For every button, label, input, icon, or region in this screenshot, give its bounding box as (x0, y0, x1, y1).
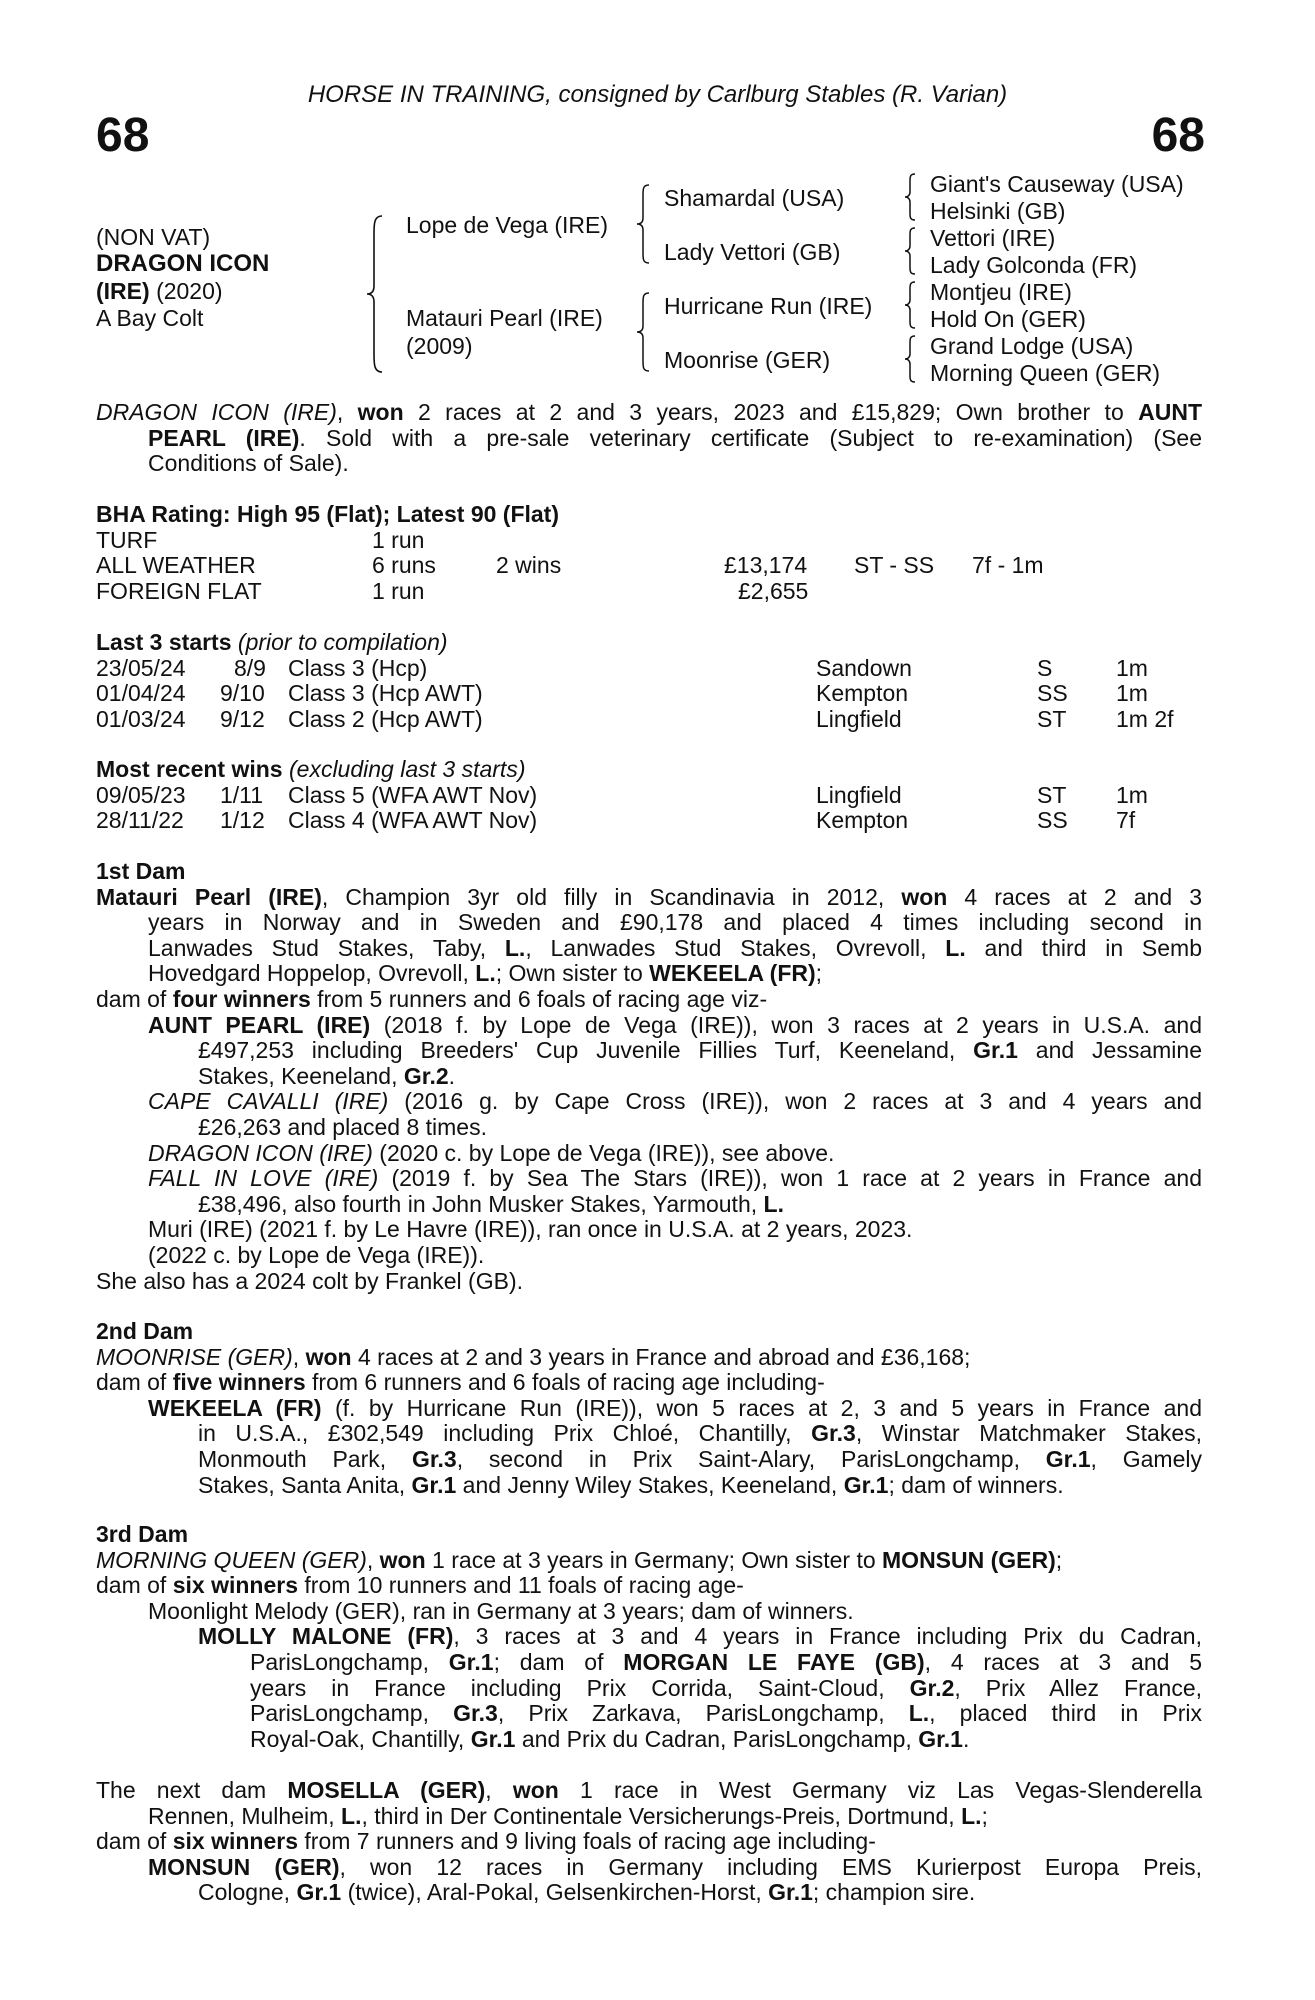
dam-text: from 10 runners and 11 foals of racing age- (298, 1572, 744, 1599)
rating-section (96, 502, 1202, 604)
progeny-text: Cologne, (198, 1879, 297, 1906)
dam-text: from 5 runners and 6 foals of racing age viz- (310, 985, 768, 1012)
rating-row-aw (96, 553, 1202, 579)
page-title: HORSE IN TRAINING, consigned by Carlburg Stables (R. Varian) (307, 81, 1008, 108)
pedigree-gg-2: Helsinki (GB) (930, 198, 1066, 224)
progeny-text: (f. by Hurricane Run (IRE)), won 5 races at 2, 3 and 5 years in France and (321, 1394, 1202, 1421)
race-grade: L. (475, 960, 496, 987)
sibling-name: MONSUN (GER) (882, 1546, 1056, 1573)
recent-row (96, 783, 1202, 809)
progeny-text: , Winstar Matchmaker Stakes, (855, 1420, 1202, 1447)
race-grade: Gr.2 (403, 1062, 449, 1089)
summary-comma: , (336, 399, 358, 425)
second-dam-section (96, 1319, 1202, 1498)
pedigree-brace-gg4 (904, 334, 916, 384)
pedigree-gg-4: Lady Golconda (FR) (930, 252, 1138, 278)
vat-status: (NON VAT) (96, 224, 211, 250)
dam-text: ; (815, 960, 823, 987)
summary-won: won (357, 399, 404, 425)
race-grade: Gr.1 (448, 1648, 494, 1675)
summary-paragraph (96, 400, 1202, 477)
pedigree-sire: Lope de Vega (IRE) (406, 212, 609, 238)
progeny-text: ; dam of winners. (888, 1471, 1064, 1498)
start-date: 23/05/24 (96, 654, 186, 681)
progeny-text: (twice), Aral-Pokal, Gelsenkirchen-Horst, (341, 1879, 769, 1906)
summary-sibling: AUNT (1138, 399, 1203, 425)
progeny-name: CAPE CAVALLI (IRE) (148, 1088, 389, 1115)
start-pos: 9/10 (220, 680, 265, 707)
pedigree-gg-7: Grand Lodge (USA) (930, 333, 1134, 359)
rating-runs: 1 run (372, 526, 425, 553)
win-going: ST (1037, 781, 1067, 808)
pedigree-brace-gg2 (904, 226, 916, 276)
winners-count: six winners (172, 1828, 298, 1855)
rating-runs: 6 runs (372, 552, 436, 579)
lot-number-left: 68 (96, 109, 150, 162)
dam-text: dam of (96, 1828, 173, 1855)
race-grade: Gr.3 (453, 1700, 498, 1727)
dam-note: She also has a 2024 colt by Frankel (GB). (96, 1267, 523, 1294)
start-dist: 1m (1116, 654, 1148, 681)
pedigree-brace-sire (636, 183, 650, 265)
last3-heading: Last 3 starts (96, 629, 232, 655)
race-grade: L. (945, 934, 966, 961)
progeny-text: ParisLongchamp, (250, 1700, 454, 1727)
rating-money: £2,655 (738, 577, 809, 604)
dam-text: Rennen, Mulheim, (148, 1802, 342, 1829)
recent-note: (excluding last 3 starts) (282, 756, 526, 782)
progeny-text: Royal-Oak, Chantilly, (250, 1725, 471, 1752)
start-course: Kempton (816, 680, 909, 707)
progeny-name: FALL IN LOVE (IRE) (148, 1165, 379, 1192)
win-dist: 1m (1116, 781, 1148, 808)
win-class: Class 5 (WFA AWT Nov) (288, 781, 538, 808)
horse-description: A Bay Colt (96, 305, 204, 331)
third-dam-heading: 3rd Dam (96, 1521, 189, 1547)
summary-sibling-2: PEARL (IRE) (148, 424, 300, 451)
race-grade: Gr.1 (296, 1879, 342, 1906)
dam-text: ; (1055, 1546, 1063, 1573)
progeny-name: DRAGON ICON (IRE) (148, 1139, 373, 1166)
next-dam-section (96, 1778, 1202, 1906)
dam-name: Matauri Pearl (IRE) (96, 883, 322, 910)
start-going: S (1037, 654, 1053, 681)
sibling-name: WEKEELA (FR) (649, 960, 816, 987)
progeny-name: AUNT PEARL (IRE) (148, 1011, 371, 1038)
start-going: SS (1037, 680, 1068, 707)
recent-row (96, 808, 1202, 834)
pedigree-dam-dam: Moonrise (GER) (664, 347, 831, 373)
dam-text: 4 races at 2 and 3 (947, 883, 1202, 910)
progeny-text: , 3 races at 3 and 4 years in France including Prix du Cadran, (453, 1623, 1202, 1650)
race-grade: L. (961, 1802, 982, 1829)
dam-text: and third in Semb (965, 934, 1202, 961)
pedigree-gg-5: Montjeu (IRE) (930, 279, 1072, 305)
progeny-text: , 4 races at 3 and 5 (924, 1648, 1202, 1675)
dam-name: MOSELLA (GER) (287, 1777, 486, 1803)
race-grade: Gr.1 (411, 1471, 457, 1498)
progeny-text: (2020 c. by Lope de Vega (IRE)), see above. (372, 1139, 835, 1166)
pedigree-brace-dam (636, 291, 650, 373)
start-going: ST (1037, 705, 1067, 732)
race-grade: Gr.1 (843, 1471, 889, 1498)
summary-horse: DRAGON ICON (IRE) (96, 399, 337, 425)
win-class: Class 4 (WFA AWT Nov) (288, 807, 538, 834)
progeny-text: Stakes, Keeneland, (198, 1062, 404, 1089)
progeny-text: (2019 f. by Sea The Stars (IRE)), won 1 race at 2 years in France and (378, 1165, 1202, 1192)
dam-text: , Champion 3yr old filly in Scandinavia in 2012, (321, 883, 902, 910)
pedigree-brace-gg3 (904, 280, 916, 330)
dam-text: , (366, 1546, 380, 1573)
dam-text: ; (981, 1802, 988, 1829)
rating-money: £13,174 (724, 552, 808, 579)
dam-text: dam of (96, 1369, 173, 1396)
start-class: Class 3 (Hcp AWT) (288, 680, 483, 707)
win-course: Lingfield (816, 781, 902, 808)
progeny-text: , Prix Zarkava, ParisLongchamp, (497, 1700, 909, 1727)
progeny-text: £26,263 and placed 8 times. (198, 1113, 487, 1140)
progeny-text: ParisLongchamp, (250, 1648, 449, 1675)
progeny-text: (2016 g. by Cape Cross (IRE)), won 2 races at 3 and 4 years and (388, 1088, 1202, 1115)
start-dist: 1m 2f (1116, 705, 1174, 732)
pedigree-dam: Matauri Pearl (IRE) (406, 305, 603, 331)
summary-text-2: . Sold with a pre-sale veterinary certificate (Subject to re-examination) (See (299, 424, 1202, 451)
race-grade: L. (504, 934, 526, 961)
pedigree-gg-6: Hold On (GER) (930, 306, 1086, 332)
race-grade: Gr.1 (918, 1725, 963, 1752)
start-date: 01/04/24 (96, 680, 186, 707)
horse-name-line2 (96, 278, 223, 304)
dam-text: , (292, 1343, 306, 1370)
dam-text: from 7 runners and 9 living foals of racing age including- (298, 1828, 876, 1855)
pedigree-brace-gg1 (904, 172, 916, 222)
race-grade: Gr.1 (1045, 1445, 1091, 1472)
pedigree-dam-sire: Hurricane Run (IRE) (664, 293, 873, 319)
race-grade: Gr.3 (811, 1420, 856, 1447)
dam-text: 1 race at 3 years in Germany; Own sister to (425, 1546, 883, 1573)
race-grade: L. (341, 1802, 362, 1829)
progeny-text: , Gamely (1090, 1445, 1202, 1472)
progeny-text: years in France including Prix Corrida, Saint-Cloud, (250, 1674, 910, 1701)
progeny-text: (2018 f. by Lope de Vega (IRE)), won 3 races at 2 years in U.S.A. and (370, 1011, 1202, 1038)
win-going: SS (1037, 807, 1068, 834)
dam-won: won (305, 1343, 352, 1370)
summary-text-3: Conditions of Sale). (148, 450, 349, 477)
progeny-text: , Prix Allez France, (954, 1674, 1202, 1701)
summary-text: 2 races at 2 and 3 years, 2023 and £15,829; Own brother to (403, 399, 1139, 425)
progeny-text: in U.S.A., £302,549 including Prix Chloé, Chantilly, (198, 1420, 812, 1447)
race-grade: Gr.1 (470, 1725, 516, 1752)
pedigree-brace-main (366, 214, 384, 374)
progeny-text: , second in Prix Saint-Alary, ParisLongchamp, (456, 1445, 1046, 1472)
pedigree-gg-1: Giant's Causeway (USA) (930, 171, 1184, 197)
start-class: Class 2 (Hcp AWT) (288, 705, 483, 732)
race-grade: Gr.1 (973, 1037, 1018, 1064)
progeny-text: , won 12 races in Germany including EMS Kurierpost Europa Preis, (339, 1853, 1202, 1880)
rating-surface: FOREIGN FLAT (96, 577, 262, 604)
dam-won: won (901, 883, 948, 910)
dam-text: ; Own sister to (495, 960, 650, 987)
first-dam-section (96, 859, 1202, 1294)
progeny-text: . (962, 1725, 970, 1752)
dam-text: 4 races at 2 and 3 years in France and abroad and £36,168; (351, 1343, 971, 1370)
rating-wins: 2 wins (496, 552, 562, 579)
progeny-text: , placed third in Prix (929, 1700, 1202, 1727)
progeny-name: WEKEELA (FR) (148, 1394, 322, 1421)
win-date: 28/11/22 (96, 807, 184, 834)
pedigree-gg-8: Morning Queen (GER) (930, 360, 1161, 386)
race-grade: L. (763, 1190, 784, 1217)
progeny-text: Moonlight Melody (GER), ran in Germany at 3 years; dam of winners. (148, 1597, 854, 1624)
dam-text: 1 race in West Germany viz Las Vegas-Slenderella (558, 1777, 1203, 1803)
start-class: Class 3 (Hcp) (288, 654, 428, 681)
rating-row-foreign (96, 579, 1202, 605)
start-pos: 9/12 (220, 705, 265, 732)
dam-text: dam of (96, 985, 173, 1012)
dam-text: Hovedgard Hoppelop, Ovrevoll, (148, 960, 476, 987)
race-grade: L. (908, 1700, 930, 1727)
pedigree-dam-year: (2009) (406, 333, 473, 359)
last3-note: (prior to compilation) (231, 629, 448, 655)
pedigree-sire-sire: Shamardal (USA) (664, 185, 845, 211)
progeny-text: (2022 c. by Lope de Vega (IRE)). (148, 1241, 485, 1268)
progeny-text: £497,253 including Breeders' Cup Juvenile Fillies Turf, Keeneland, (198, 1037, 974, 1064)
progeny-name: MOLLY MALONE (FR) (198, 1623, 454, 1650)
dam-text: Lanwades Stud Stakes, Taby, (148, 934, 505, 961)
lot-number-right: 68 (1151, 109, 1205, 162)
horse-year: (2020) (156, 278, 223, 304)
dam-text: dam of (96, 1572, 173, 1599)
last3-row (96, 656, 1202, 682)
race-grade: Gr.3 (411, 1445, 457, 1472)
progeny-text: Stakes, Santa Anita, (198, 1471, 412, 1498)
last3-row (96, 681, 1202, 707)
winners-count: four winners (172, 985, 311, 1012)
dam-text: years in Norway and in Sweden and £90,178 and placed 4 times including second in (148, 909, 1202, 936)
progeny-text: £38,496, also fourth in John Musker Stakes, Yarmouth, (198, 1190, 764, 1217)
start-dist: 1m (1116, 680, 1148, 707)
win-pos: 1/12 (220, 807, 265, 834)
win-date: 09/05/23 (96, 781, 186, 808)
rating-surface: ALL WEATHER (96, 552, 256, 579)
rating-runs: 1 run (372, 577, 425, 604)
start-date: 01/03/24 (96, 705, 186, 732)
horse-name: DRAGON ICON (96, 250, 270, 277)
third-dam-section (96, 1522, 1202, 1752)
dam-won: won (512, 1777, 559, 1803)
dam-text: , (485, 1777, 513, 1803)
start-course: Lingfield (816, 705, 902, 732)
winners-count: six winners (172, 1572, 298, 1599)
rating-heading: BHA Rating: High 95 (Flat); Latest 90 (Flat) (96, 501, 559, 527)
dam-name: MOONRISE (GER) (96, 1343, 293, 1370)
last3-section (96, 630, 1202, 732)
progeny-name: MORGAN LE FAYE (GB) (623, 1648, 925, 1675)
dam-text: from 6 runners and 6 foals of racing age including- (305, 1369, 825, 1396)
dam-text: , third in Der Continentale Versicherungs-Preis, Dortmund, (361, 1802, 962, 1829)
pedigree-sire-dam: Lady Vettori (GB) (664, 239, 841, 265)
rating-going: ST - SS (854, 552, 935, 579)
progeny-text: . (448, 1062, 456, 1089)
progeny-name: MONSUN (GER) (148, 1853, 340, 1880)
second-dam-heading: 2nd Dam (96, 1318, 194, 1344)
rating-row-turf (96, 528, 1202, 554)
progeny-text: and Jenny Wiley Stakes, Keeneland, (456, 1471, 844, 1498)
dam-name: MORNING QUEEN (GER) (96, 1546, 367, 1573)
pedigree-gg-3: Vettori (IRE) (930, 225, 1056, 251)
progeny-text: and Prix du Cadran, ParisLongchamp, (515, 1725, 919, 1752)
recent-wins-section (96, 757, 1202, 834)
rating-surface: TURF (96, 526, 158, 553)
last3-row (96, 707, 1202, 733)
rating-dist: 7f - 1m (972, 552, 1044, 579)
progeny-text: and Jessamine (1017, 1037, 1202, 1064)
race-grade: Gr.1 (768, 1879, 813, 1906)
winners-count: five winners (172, 1369, 306, 1396)
win-course: Kempton (816, 807, 909, 834)
win-dist: 7f (1116, 807, 1136, 834)
recent-heading: Most recent wins (96, 756, 283, 782)
horse-country: (IRE) (96, 278, 150, 304)
progeny-text: ; dam of (493, 1648, 624, 1675)
progeny-text: Monmouth Park, (198, 1445, 412, 1472)
race-grade: Gr.2 (909, 1674, 955, 1701)
progeny-text: Muri (IRE) (2021 f. by Le Havre (IRE)), ran once in U.S.A. at 2 years, 2023. (148, 1216, 913, 1243)
start-course: Sandown (816, 654, 912, 681)
start-pos: 8/9 (234, 654, 266, 681)
dam-text: , Lanwades Stud Stakes, Ovrevoll, (525, 934, 946, 961)
dam-won: won (379, 1546, 426, 1573)
win-pos: 1/11 (220, 781, 264, 808)
first-dam-heading: 1st Dam (96, 858, 186, 884)
progeny-text: ; champion sire. (812, 1879, 976, 1906)
dam-text: The next dam (96, 1777, 288, 1803)
